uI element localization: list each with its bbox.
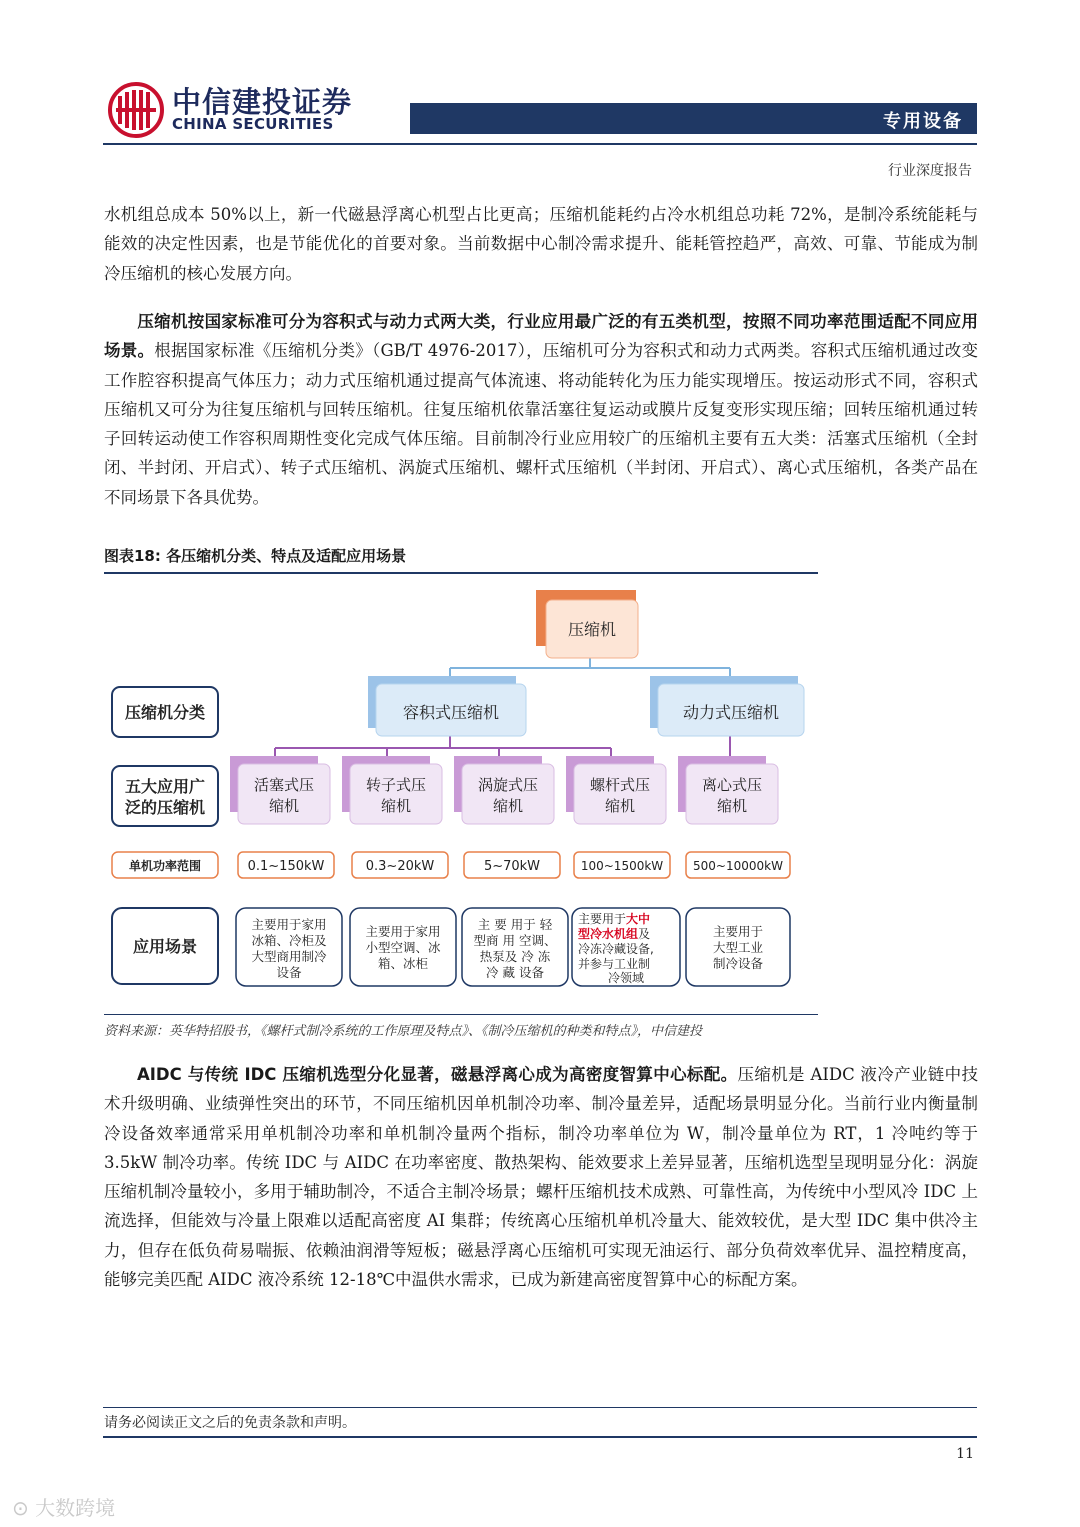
svg-text:主要用于大中: 主要用于大中 — [578, 912, 651, 926]
svg-text:缩机: 缩机 — [604, 797, 636, 815]
svg-text:100~1500kW: 100~1500kW — [580, 859, 664, 873]
footer-divider-bottom — [103, 1436, 977, 1438]
svg-text:压缩机分类: 压缩机分类 — [124, 703, 206, 722]
application-piston — [236, 908, 342, 986]
svg-text:小型空调、冰: 小型空调、冰 — [365, 940, 441, 955]
svg-text:制冷设备: 制冷设备 — [712, 956, 764, 971]
power-range-centrifugal — [686, 852, 790, 878]
svg-text:并参与工业制: 并参与工业制 — [578, 957, 651, 971]
paragraph-2-body: 根据国家标准《压缩机分类》（GB/T 4976-2017），压缩机可分为容积式和动力式两类。容积式压缩机通过改变工作腔容积提高气体压力；动力式压缩机通过提高气体流速、将动能转化为压力能实现增压。按运动形式不同，容积式压缩机又可分为往复压缩机与回转压缩机。往复压缩机依靠活塞往复运动或膜片反复变形实现压缩；回转压缩机通过转子回转运动使工作容积周期性变化完成气体压缩。目前制冷行业应用较广的压缩机主要有五大类：活塞式压缩机（全封闭、半封闭、开启式）、转子式压缩机、涡旋式压缩机、螺杆式压缩机（半封闭、开启式）、离心式压缩机，各类产品在不同场景下各具优势。 — [104, 341, 978, 507]
row-label-classification — [112, 687, 218, 737]
svg-text:型冷水机组及: 型冷水机组及 — [578, 927, 651, 941]
svg-text:缩机: 缩机 — [492, 797, 524, 815]
svg-text:离心式压: 离心式压 — [701, 776, 763, 794]
row-label-power — [112, 852, 218, 878]
svg-text:主要用于家用: 主要用于家用 — [365, 924, 441, 939]
svg-text:冰箱、冷柜及: 冰箱、冷柜及 — [251, 933, 327, 948]
figure-top-rule — [104, 572, 818, 574]
svg-text:单机功率范围: 单机功率范围 — [128, 859, 202, 873]
row-label-application — [112, 908, 218, 984]
svg-text:五大应用广: 五大应用广 — [124, 777, 206, 796]
root-label: 压缩机 — [567, 620, 617, 639]
report-type: 行业深度报告 — [888, 163, 972, 179]
figure-bottom-rule — [104, 1014, 818, 1015]
root-node — [536, 590, 638, 658]
svg-text:冷 藏 设备: 冷 藏 设备 — [486, 965, 544, 980]
svg-text:转子式压: 转子式压 — [365, 776, 427, 794]
page-number: 11 — [956, 1446, 974, 1462]
application-screw — [572, 908, 680, 986]
type-node-scroll — [454, 756, 554, 824]
figure-title: 图表18: 各压缩机分类、特点及适配应用场景 — [104, 547, 407, 565]
paragraph-2-lead: 压缩机按国家标准可分为容积式与动力式两大类，行业应用最广泛的有五类机型，按照不同功率范围适配不同应用场景。 — [104, 312, 978, 361]
power-range-scroll — [464, 852, 560, 878]
svg-text:热泵及 冷 冻: 热泵及 冷 冻 — [479, 949, 551, 964]
svg-text:主要用于: 主要用于 — [712, 924, 764, 939]
power-range-rotary — [352, 852, 448, 878]
paragraph-3-lead: AIDC 与传统 IDC 压缩机选型分化显著，磁悬浮离心成为高密度智算中心标配。 — [137, 1065, 738, 1084]
category-label: 容积式压缩机 — [402, 703, 500, 722]
application-scroll — [462, 908, 568, 986]
brand-name-cn: 中信建投证券 — [172, 85, 353, 119]
svg-text:缩机: 缩机 — [716, 797, 748, 815]
watermark: ⊙ 大数跨境 — [12, 1496, 116, 1520]
power-range-piston — [238, 852, 334, 878]
header-divider — [103, 143, 977, 145]
category-node-positive-displacement — [368, 676, 526, 736]
svg-text:应用场景: 应用场景 — [132, 937, 198, 956]
type-node-piston — [230, 756, 330, 824]
paragraph-3-body: 压缩机是 AIDC 液冷产业链中技术升级明确、业绩弹性突出的环节，不同压缩机因单机制冷功率、制冷量差异，适配场景明显分化。当前行业内衡量制冷设备效率通常采用单机制冷功率和单机制冷量两个指标，制冷功率单位为 W，制冷量单位为 RT，1 冷吨约等于 3.5kW 制冷功率。传统 IDC 与 AIDC 在功率密度、散热架构、能效要求上差异显著，压缩机选型呈现明显分化：涡旋压缩机制冷量较小，多用于辅助制冷，不适合主制冷场景；螺杆压缩机技术成熟、可靠性高，为传统中小型风冷 IDC 上流选择，但能效与冷量上限难以适配高密度 AI 集群；传统离心压缩机单机冷量大、能效较优，是大型 IDC 集中供冷主力，但存在低负荷易喘振、依赖油润滑等短板；磁悬浮离心压缩机可实现无油运行、部分负荷效率优异、温控精度高，能够完美匹配 AIDC 液冷系统 12-18℃中温供水需求，已成为新建高密度智算中心的标配方案。 — [104, 1065, 978, 1290]
svg-text:500~10000kW: 500~10000kW — [693, 859, 783, 873]
svg-text:螺杆式压: 螺杆式压 — [589, 776, 651, 794]
svg-text:主要用于家用: 主要用于家用 — [251, 917, 327, 932]
svg-text:主 要 用于 轻: 主 要 用于 轻 — [477, 917, 553, 932]
svg-text:5~70kW: 5~70kW — [483, 859, 541, 874]
type-node-screw — [566, 756, 666, 824]
paragraph-3 — [104, 1060, 978, 1294]
svg-text:大型工业: 大型工业 — [712, 940, 764, 955]
application-rotary — [350, 908, 456, 986]
footer-divider-top — [103, 1407, 977, 1408]
category-node-dynamic — [650, 676, 804, 736]
watermark-logo-icon: ⊙ — [12, 1496, 36, 1520]
svg-text:型商 用 空调、: 型商 用 空调、 — [473, 933, 557, 948]
company-logo — [108, 82, 164, 138]
disclaimer-note: 请务必阅读正文之后的免责条款和声明。 — [104, 1415, 356, 1431]
brand-name-en: CHINA SECURITIES — [172, 115, 334, 133]
svg-text:涡旋式压: 涡旋式压 — [477, 776, 539, 794]
svg-text:缩机: 缩机 — [268, 797, 300, 815]
svg-text:缩机: 缩机 — [380, 797, 412, 815]
section-title: 专用设备 — [883, 111, 963, 132]
svg-text:设备: 设备 — [276, 965, 302, 980]
section-banner — [410, 103, 977, 134]
svg-text:大型商用制冷: 大型商用制冷 — [251, 949, 327, 964]
svg-text:泛的压缩机: 泛的压缩机 — [124, 798, 206, 817]
type-node-rotary — [342, 756, 442, 824]
power-range-screw — [574, 852, 670, 878]
paragraph-2 — [104, 307, 978, 512]
application-centrifugal — [686, 908, 790, 986]
type-node-centrifugal — [678, 756, 778, 824]
svg-text:冷领域: 冷领域 — [607, 971, 645, 985]
paragraph-1: 水机组总成本 50%以上，新一代磁悬浮离心机型占比更高；压缩机能耗约占冷水机组总功耗 72%，是制冷系统能耗与能效的决定性因素，也是节能优化的首要对象。当前数据中心制冷需求提升、能耗管控趋严，高效、可靠、节能成为制冷压缩机的核心发展方向。 — [104, 205, 978, 283]
figure-source: 资料来源：英华特招股书，《螺杆式制冷系统的工作原理及特点》、《制冷压缩机的种类和特点》，中信建投 — [104, 1024, 703, 1039]
svg-text:箱、冰柜: 箱、冰柜 — [377, 956, 429, 971]
svg-text:0.3~20kW: 0.3~20kW — [365, 859, 435, 874]
svg-text:0.1~150kW: 0.1~150kW — [247, 859, 325, 874]
row-label-five-types — [112, 766, 218, 826]
svg-text:活塞式压: 活塞式压 — [253, 776, 315, 794]
compressor-classification-diagram — [104, 580, 818, 1010]
category-label: 动力式压缩机 — [682, 703, 780, 722]
svg-text:冷冻冷藏设备,: 冷冻冷藏设备, — [578, 942, 654, 956]
